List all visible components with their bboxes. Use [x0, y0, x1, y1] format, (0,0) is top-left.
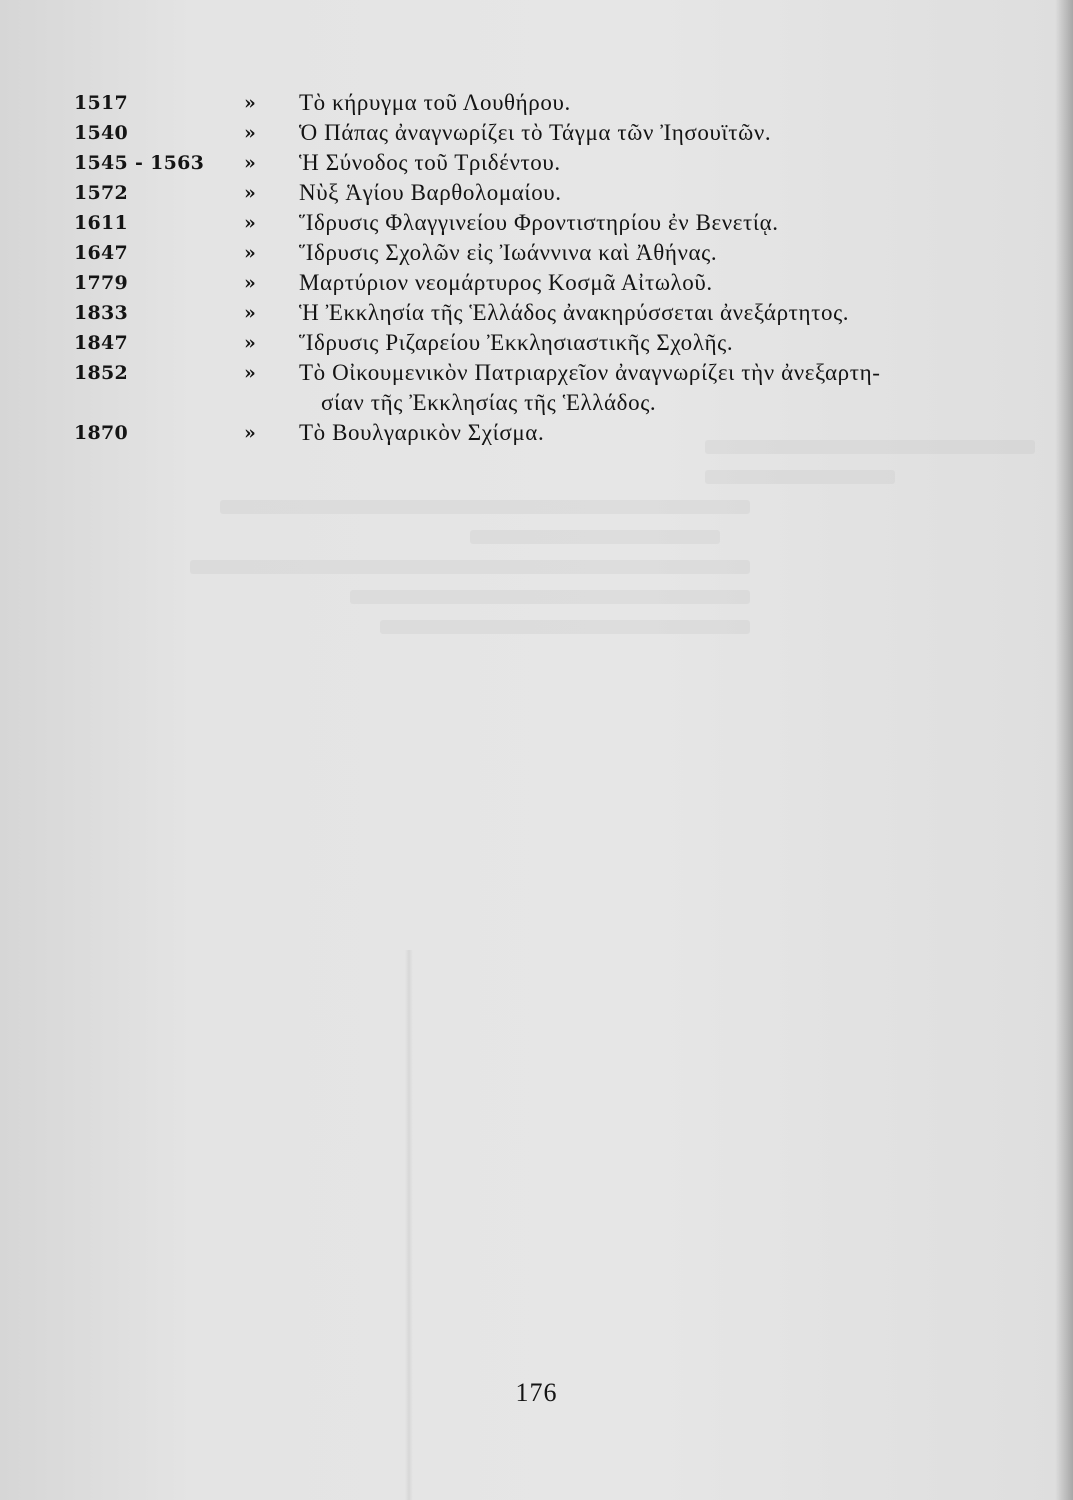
entry-event — [299, 358, 939, 418]
chronology-entry — [0, 148, 1073, 178]
chronology-entry — [0, 208, 1073, 238]
entry-year: 1870 — [74, 422, 129, 444]
ditto-mark: » — [244, 332, 256, 354]
entry-event-line1: Τὸ Οἰκουμενικὸν Πατριαρχεῖον ἀναγνωρίζει τὴν ἀνεξαρτη- — [299, 360, 881, 385]
page-fold-shadow — [405, 950, 413, 1500]
ditto-mark: » — [244, 92, 256, 114]
entry-event: Ἵδρυσις Σχολῶν εἰς Ἰωάννινα καὶ Ἀθήνας. — [299, 240, 718, 265]
ditto-mark: » — [244, 242, 256, 264]
ditto-mark: » — [244, 422, 256, 444]
entry-event-line2: σίαν τῆς Ἐκκλησίας τῆς Ἑλλάδος. — [321, 390, 657, 415]
ditto-mark: » — [244, 182, 256, 204]
ditto-mark: » — [244, 212, 256, 234]
entry-year: 1545 - 1563 — [74, 152, 205, 174]
entry-event: Ἵδρυσις Φλαγγινείου Φροντιστηρίου ἐν Βενετίᾳ. — [299, 210, 779, 235]
entry-event: Ἵδρυσις Ριζαρείου Ἐκκλησιαστικῆς Σχολῆς. — [299, 330, 734, 355]
entry-event: Τὸ Βουλγαρικὸν Σχίσμα. — [299, 420, 545, 445]
ditto-mark: » — [244, 362, 256, 384]
entry-event: Ἡ Σύνοδος τοῦ Τριδέντου. — [299, 150, 561, 175]
entry-year: 1540 — [74, 122, 129, 144]
show-through-text — [0, 430, 1073, 660]
entry-year: 1833 — [74, 302, 129, 324]
ditto-mark: » — [244, 152, 256, 174]
chronology-entry — [0, 178, 1073, 208]
entry-year: 1847 — [74, 332, 129, 354]
chronology-entry — [0, 88, 1073, 118]
chronology-entry — [0, 238, 1073, 268]
entry-event: Ἡ Ἐκκλησία τῆς Ἑλλάδος ἀνακηρύσσεται ἀνεξάρτητος. — [299, 300, 850, 325]
entry-event: Νὺξ Ἁγίου Βαρθολομαίου. — [299, 180, 562, 205]
chronology-entry — [0, 328, 1073, 358]
ditto-mark: » — [244, 272, 256, 294]
ditto-mark: » — [244, 122, 256, 144]
entry-year: 1572 — [74, 182, 129, 204]
chronology-entry — [0, 418, 1073, 448]
entry-year: 1611 — [74, 212, 129, 234]
entry-year: 1517 — [74, 92, 129, 114]
chronology-entry — [0, 298, 1073, 328]
chronology-entry — [0, 358, 1073, 418]
entry-event: Τὸ κήρυγμα τοῦ Λουθήρου. — [299, 90, 571, 115]
chronology-list — [0, 88, 1073, 448]
entry-year: 1852 — [74, 362, 129, 384]
entry-event: Μαρτύριον νεομάρτυρος Κοσμᾶ Αἰτωλοῦ. — [299, 270, 713, 295]
entry-event: Ὁ Πάπας ἀναγνωρίζει τὸ Τάγμα τῶν Ἰησουϊτῶν. — [299, 120, 772, 145]
entry-year: 1647 — [74, 242, 129, 264]
chronology-entry — [0, 268, 1073, 298]
ditto-mark: » — [244, 302, 256, 324]
entry-year: 1779 — [74, 272, 129, 294]
page-number: 176 — [515, 1378, 558, 1407]
chronology-entry — [0, 118, 1073, 148]
